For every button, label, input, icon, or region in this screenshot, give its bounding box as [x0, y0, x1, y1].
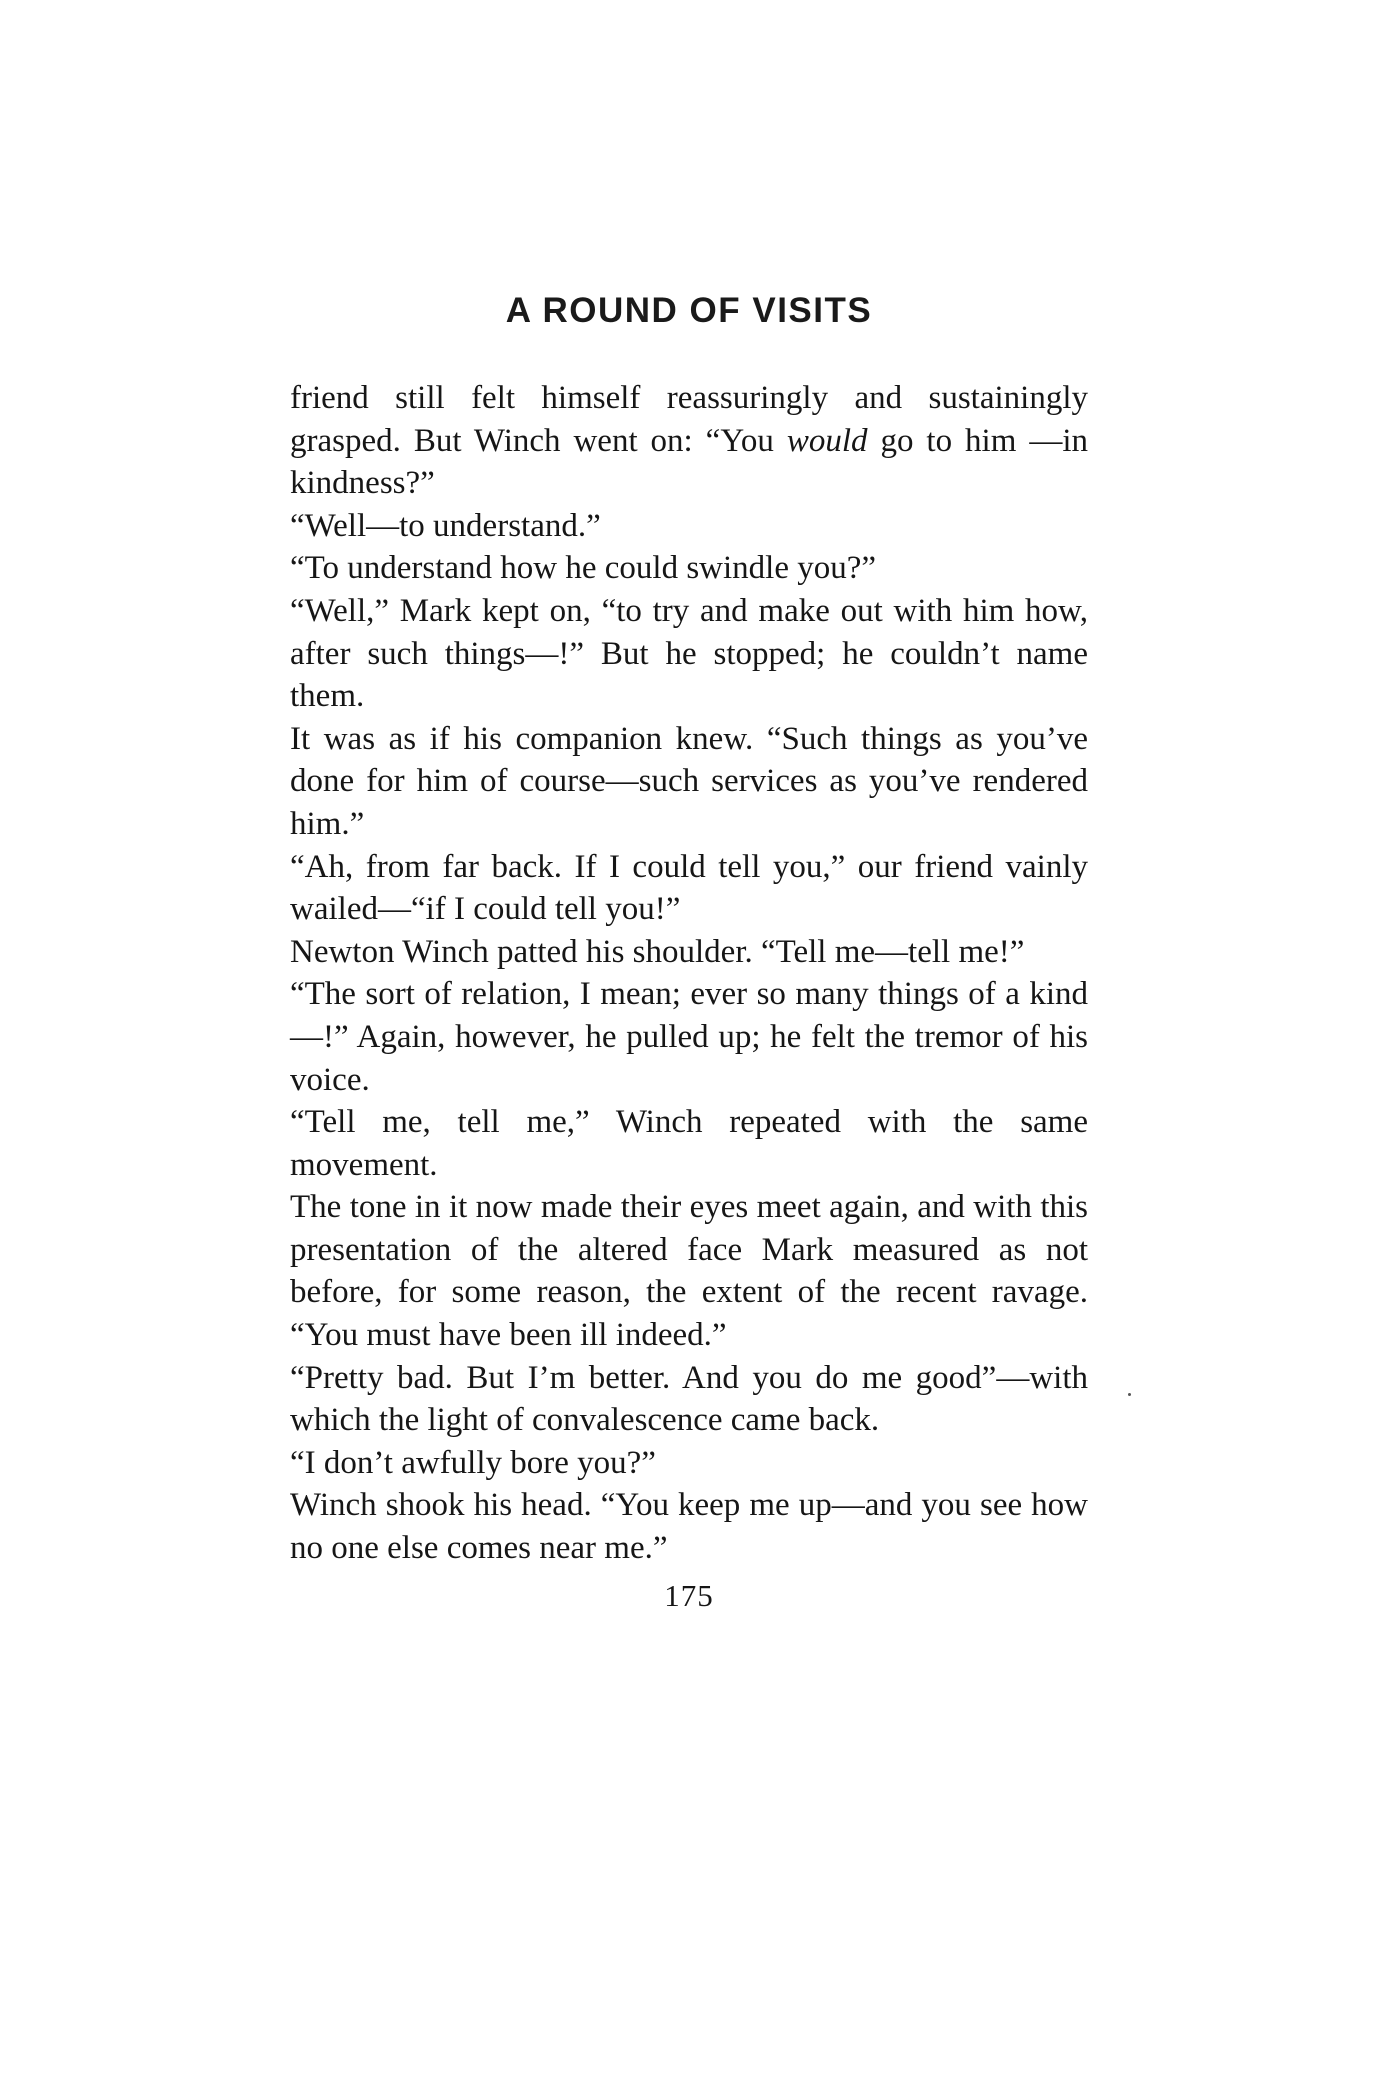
paragraph: “Tell me, tell me,” Winch repeated with the same movement. [290, 1104, 1088, 1183]
paragraph-text-end: go to him —in kindness?” [290, 422, 1088, 502]
paragraph: “The sort of relation, I mean; ever so many things of a kind—!” Again, however, he pulled up; he felt the tremor of his voice. [290, 976, 1088, 1098]
paragraph: Winch shook his head. “You keep me up—and you see how no one else comes near me.” [290, 1487, 1088, 1567]
paragraph: “Well,” Mark kept on, “to try and make out with him how, after such things—!” But he stopped; he couldn’t name them. [290, 592, 1088, 715]
paragraph: “Ah, from far back. If I could tell you,” our friend vainly wailed—“if I could tell you!” [290, 848, 1088, 928]
emphasis-text: would [786, 422, 868, 459]
paragraph: “Well—to understand.” [290, 507, 601, 544]
paragraph: “I don’t awfully bore you?” [290, 1444, 656, 1481]
paragraph: Newton Winch patted his shoulder. “Tell me—tell me!” [290, 933, 1025, 970]
paragraph: The tone in it now made their eyes meet again, and with this presentation of the altered face Mark measured as not before, for some reason, the extent of the recent ravage. “You must have been ill indeed.” [290, 1189, 1088, 1354]
paragraph: “To understand how he could swindle you?” [290, 550, 877, 587]
paragraph-text-start: friend still felt himself reassuringly and sustainingly grasped. But Winch went on: “You [290, 380, 1088, 459]
page-number: 175 [664, 1577, 714, 1613]
running-head-title: A ROUND OF VISITS [505, 291, 873, 330]
paragraph: It was as if his companion knew. “Such things as you’ve done for him of course—such services as you’ve rendered him.” [290, 720, 1088, 842]
paragraph [290, 377, 1088, 505]
scan-speck [1128, 1393, 1131, 1396]
book-page [290, 285, 1088, 1616]
paragraph: “Pretty bad. But I’m better. And you do me good”—with which the light of convalescence came back. [290, 1359, 1088, 1439]
